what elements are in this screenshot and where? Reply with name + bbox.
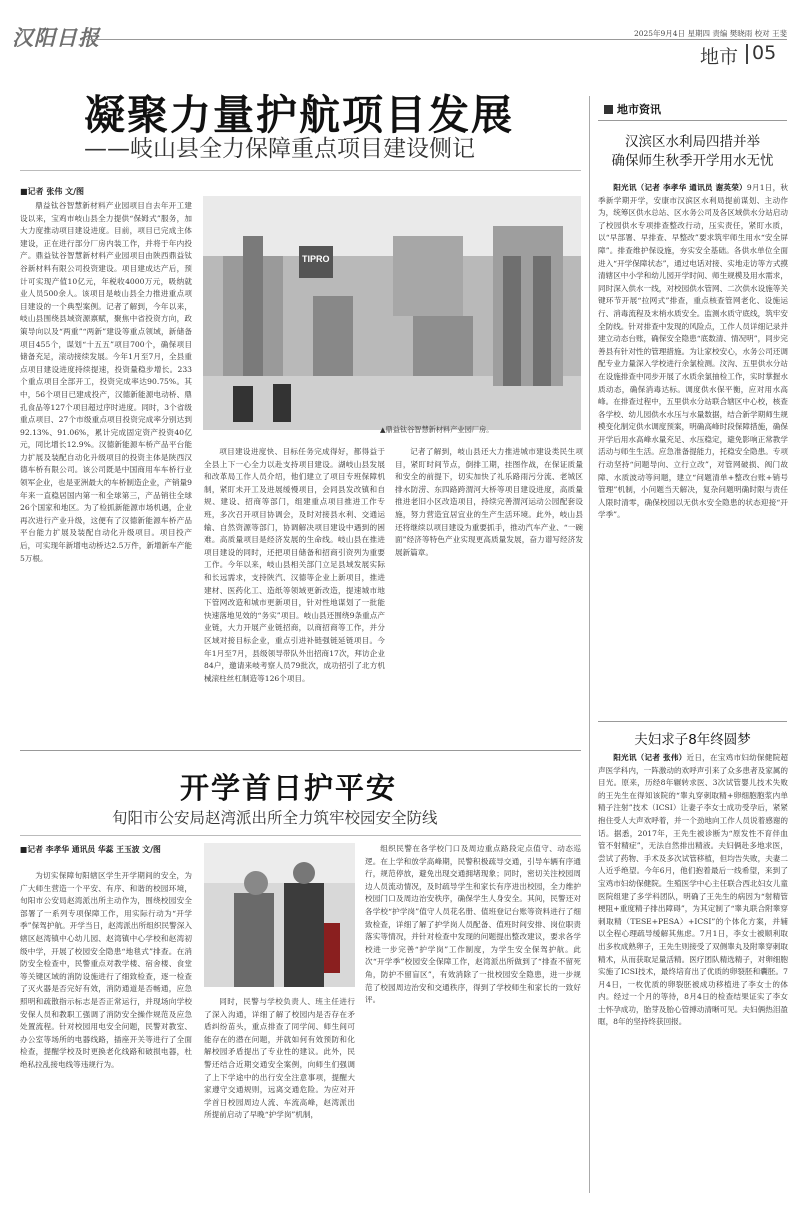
newspaper-masthead: 汉阳日报 xyxy=(12,25,100,50)
sidebar-story1-title xyxy=(598,133,787,171)
article2-subtitle: 旬阳市公安局赵湾派出所全力筑牢校园安全防线 xyxy=(112,809,438,827)
article2-column-1 xyxy=(20,870,192,1195)
article2-column-3 xyxy=(365,843,581,1196)
section-separator xyxy=(746,44,748,64)
article1-column-3 xyxy=(395,446,583,742)
article2-text-3: 组织民警在各学校门口及周边重点路段定点值守、动态巡逻。在上学和放学高峰期，民警积极疏导交通，引导车辆有序通行，规范停放，避免出现交通拥堵现象；同时，密切关注校园周边人员流动情况，及时疏导学生和家长有序进出校园，全力维护校园门口及周边治安秩序，确保学生人身安全。其间，民警还对各学校“护学岗”值守人员花名册、值班登记台账等资料进行了细致检查，详细了解了护学岗人员配备、值班时间安排、岗位职责落实等情况，并针对检查中发现的问题提出整改建议，要求各学校进一步完善“护学岗”工作制度，为学生安全保驾护航。此次“开学季”校园安全保障工作，赵湾派出所做到了“排查不留死角，防护不留盲区”，有效消除了一批校园安全隐患，进一步规范了校园周边治安和交通秩序，得到了学校师生和家长的一致好评。 xyxy=(365,844,581,1005)
article2-title-rule xyxy=(20,835,581,836)
sidebar-story2-body xyxy=(598,752,788,1197)
sidebar-story1-title-line1: 汉滨区水利局四措并举 xyxy=(625,134,760,150)
sidebar-title xyxy=(604,101,661,117)
article1-text-1: 鼎益钛谷智慧新材料产业园项目自去年开工建设以来，宝鸡市岐山县全力提供“保姆式”服务，加大力度推动项目建设进度。目前，项目已完成主体建设，正在进行部分厂房内装工作，并将于年内投产。鼎益钛谷智慧新材料产业园项目由陕西鼎益钛谷新材料有限公司投资建设。项目建成达产后，预计可实现产值10亿元，年税收4000万元，吸纳就业人员500余人。该项目是岐山县全力推进重点项目建设的一个典型案例。记者了解到，今年以来，岐山县围绕县域资源禀赋，聚焦中省投资方向，政策导向以及“两重”“两新”建设等重点领域，新储备项目455个，谋划“十五五”项目700个，确保项目储备充足，滚动接续发展。今年1月至7月，全县重点项目建设进度持续提速，投资量稳步增长。233个重点项目全部开工，投资完成率达90.75%。其中，56个项目已建成投产，汉德新能源电动桥、鼎孔食品等127个项目超过序时进度。同时，3个省级重点项目、27个市级重点项目投资完成率分别达到92.13%、91.06%，累计完成固定资产投资40亿元，同比增长12.9%。汉德新能源车桥产品平台能力扩展及装配自动化升级项目的投资主体是陕西汉德车桥有限公司。该公司既是中国商用车车桥行业领军企业，也是亚洲最大的车桥制造企业，产销量9年来一直稳居国内第一和全球第三，产品销往全球26个国家和地区。为了检抓新能源市场机遇，企业再次进行产业升级，这便有了汉德新能源车桥产品平台能力扩展及装配自动化升级项目。项目投产后，可实现年新增电动桥达2.5万件，新增新车产能5万根。 xyxy=(20,201,192,563)
article1-title: 凝聚力量护航项目发展 xyxy=(84,91,514,139)
sidebar-story2-lead: 阳光讯（记者 张伟） xyxy=(613,753,687,762)
photo-caption: ▲鼎益钛谷智慧新材料产业园厂房。 xyxy=(380,425,494,434)
article2-top-rule xyxy=(20,750,581,751)
article1-text-3: 记者了解到，岐山县还大力推进城市建设类民生项目，紧盯时间节点，倒排工期，挂图作战，在保证质量和安全的前提下，切实加快了礼乐路雨污分流、老城区排水防涝、东四路跨渭河大桥等项目建设进度，高质量推进老旧小区改造项目，持续完善渭河运动公园配套设施，努力营造宜居宜业的生产生活环境。此外，岐山县还将继续以项目建设为重要抓手，推动汽车产业、“一碗面”经济等特色产业实现更高质量发展，奋力谱写经济发展新篇章。 xyxy=(395,447,583,557)
article2-text-2: 同时，民警与学校负责人、班主任进行了深入沟通，详细了解了校园内是否存在矛盾纠纷苗头，重点排查了同学间、师生间可能存在的潜在问题，并就如何有效预防和化解校园矛盾提出了专业性的建议。此外，民警还结合近期交通安全案例，向师生们强调了上下学途中的出行安全注意事项，提醒大家遵守交通规则，远离交通危险。为应对开学首日校园周边人流、车流高峰，赵湾派出所提前启动了早晚“护学岗”机制， xyxy=(204,997,355,1120)
page-number: 05 xyxy=(752,42,777,64)
article1-column-2 xyxy=(204,446,385,742)
sidebar-story2-text xyxy=(598,752,788,1029)
sidebar-story1-body-text: 9月1日，秋季新学期开学，安康市汉滨区水利局提前谋划、主动作为，统筹区供水总站、区水务公司及各区域供水分站启动了校园供水专项排查整改行动，压实责任，紧盯水质，以“早部署、早排查、早整改”要求筑牢师生用水“安全屏障”。排查维护保设施，夯实安全基础。各供水单位全面进入“开学保障状态”，通过电话对接、实地走访等方式摸清辖区中小学和幼儿园开学时间、师生规模及用水需求，同时深入供水一线，对校园供水管网、二次供水设施等关键环节开展“拉网式”排查，重点核查管网老化、设施运行、消毒流程及末梢水质安全。监测水质守底线，筑牢安全防线。针对排查中发现的风险点，工作人员详细记录并建立动态台账，确保安全隐患“底数清、情况明”，同步完善县有针对性的管理措施。为让家校安心，水务公司还调配专业力量深入学校进行余氯检测。汶沟、五里供水分站在设施排查中同步开展了水质余氯抽检工作，实时掌握水质动态，确保消毒达标。调度供水保平衡，应对用水高峰。在排查过程中，五里供水分站联合辖区中心校，核查各学校、幼儿园供水水压与水量数据，结合新学期师生规模变化制定供水调度预案，明确高峰时段保障措施，确保开学后用水高峰水量充足、水压稳定，避免影响正常教学活动与师生生活。应急准备提能力，托稳安全隐患。专项行动坚持“问题导向、立行立改”，对管网破损、阀门故障、水质波动等问题，建立“问题清单+整改台账+销号管理”机制，小问题当天解决，复杂问题明确时限与责任人限时清零，确保校园以无供水安全隐患的状态迎接“开学季”。 xyxy=(598,183,788,520)
photo-sign-text: TIPRO xyxy=(302,254,330,264)
article2-text-1: 为切实保障旬阳辖区学生开学期间的安全，为广大师生营造一个平安、有序、和谐的校园环境，旬阳市公安局赵湾派出所主动作为，围绕校园安全部署了一系列专项保障工作，用实际行动为“开学季”保驾护航。开学当日，赵湾派出所组织民警深入辖区赵湾镇中心幼儿园、赵湾镇中心学校和赵湾初级中学，开展了校园安全隐患“地毯式”排查。在消防安全检查中，民警重点对教学楼、宿舍楼、食堂等关键区域的消防设施进行了细致检查，逐一检查了灭火器是否完好有效，消防通道是否畅通，应急照明和疏散指示标志是否正常运行，并现场向学校安保人员和教职工强调了消防安全操作规范及应急处置流程。针对校园用电安全问题，民警对教室、办公室等场所的电器线路，插座开关等进行了全面检查，提醒学校及时更换老化线路和破损电器，杜绝私拉乱接电线等违规行为。 xyxy=(20,871,192,1069)
police-photo-image xyxy=(204,843,355,987)
sidebar-title-rule xyxy=(598,120,787,121)
section-name: 地市 xyxy=(700,46,739,68)
square-bullet-icon xyxy=(604,105,613,114)
issue-info: 2025年9月4日 星期四 责编 樊晓雨 校对 王斐 xyxy=(633,29,787,38)
header-rule xyxy=(86,39,787,40)
sidebar-story2-body-text: 近日，在宝鸡市妇幼保健院超声医学科内，一阵激动的欢呼声引来了众多患者及家属的目光。原来，历经8年辗转求医、3次试管婴儿技术失败的王先生在得知该院的“睾丸穿刺取精+卵细胞胞浆内单精子注射”技术（ICSI）让妻子李女士成功受孕后，紧紧抱住受人大声欢呼着，并一个劲地向工作人员说着感谢的话。据悉，2017年，王先生被诊断为“原发性不育伴血管不射精症”，无法自然排出精液。夫妇俩赴多地求医，尝试了药物、手术及多次试管移植，但均告失败，夫妻二人近乎绝望。今年6月，他们抱着最后一线希望，来到了宝鸡市妇幼保健院。生殖医学中心主任联合西北妇女儿童医院组建了多学科团队，明确了王先生的病因为“射精管梗阻+重度精子排出障碍”，为其定制了“睾丸联合附睾穿刺取精（TESE+PESA）+ICSI”的个体化方案，并辅以全程心理疏导缓解其焦虑。7月1日，李女士被顺利取出多枚成熟卵子，王先生则接受了双侧睾丸及附睾穿刺取精术，从而获取足量活精。医疗团队精选精子，对卵细胞实施了ICSI技术，最终培育出了优质的卵裂胚和囊胚。7月4日，一枚优质的卵裂胚被成功移植进了李女士的体内。经过一个月的等待，8月4日的检查结果证实了李女士怀孕成功，胎芽及胎心管搏动清晰可见。夫妇俩热泪盈眶，8年的坚持终获回报。 xyxy=(598,753,788,1027)
article2-byline: ■记者 李孝华 通讯员 华蕊 王玉波 文/图 xyxy=(20,845,161,854)
article1-title-rule xyxy=(20,170,581,171)
sidebar-story1-body xyxy=(598,182,788,716)
sidebar-story1-lead: 阳光讯（记者 李孝华 通讯员 谢英荣） xyxy=(613,183,747,192)
sidebar-story1-title-line2: 确保师生秋季开学用水无忧 xyxy=(611,153,774,169)
article2-column-2 xyxy=(204,996,355,1196)
article1-text-2: 项目建设进度快、目标任务完成得好，都得益于全县上下一心全力以赴支持项目建设。湖岐山县发展和改革局工作人员介绍，他们建立了项目专班保障机制，紧盯未开工及进展缓慢项目，会同县发改镇和自规、建设、招商等部门，组建重点项目推进工作专班，多次召开项目协调会，及时对接县水利、交通运输、自然资源等部门，协调解决项目建设中遇到的困难。高质量项目是经济发展的生命线。岐山县在推进项目建设的同时，还把项目储备和招商引资列为重要工作。今年以来，岐山县相关部门立足县域发展实际和长远需求，支持陕汽、汉德等企业上新项目，推进建材、医药化工、造纸等领域更新改造，提速城市地下管网改造和城市更新项目，针对性地谋划了一批能快速落地见效的“务实”项目。岐山县还围绕9条重点产业链，大力开展产业链招商，以商招商等工作，并分区域对接目标企业，重点引进补链强链延链项目。今年1月至7月，县级领导带队外出招商17次，拜访企业84户，邀请来岐考察人员79批次，成功招引了北方机械滚柱丝杠制造等126个项目。 xyxy=(204,447,385,683)
factory-photo-image xyxy=(203,196,581,430)
sidebar-title-text: 地市资讯 xyxy=(617,103,661,116)
sidebar-divider xyxy=(589,96,590,1193)
sidebar-story2-rule xyxy=(598,721,787,722)
article1-subtitle: ——岐山县全力保障重点项目建设侧记 xyxy=(84,136,475,162)
sidebar-story1-text xyxy=(598,182,788,522)
article1-byline: ■记者 张伟 文/图 xyxy=(20,186,85,196)
police-photo xyxy=(204,843,355,987)
article2-title: 开学首日护平安 xyxy=(180,771,398,805)
factory-photo xyxy=(203,196,581,430)
sidebar-story2-title: 夫妇求子8年终圆梦 xyxy=(634,732,751,748)
article1-column-1 xyxy=(20,200,192,740)
